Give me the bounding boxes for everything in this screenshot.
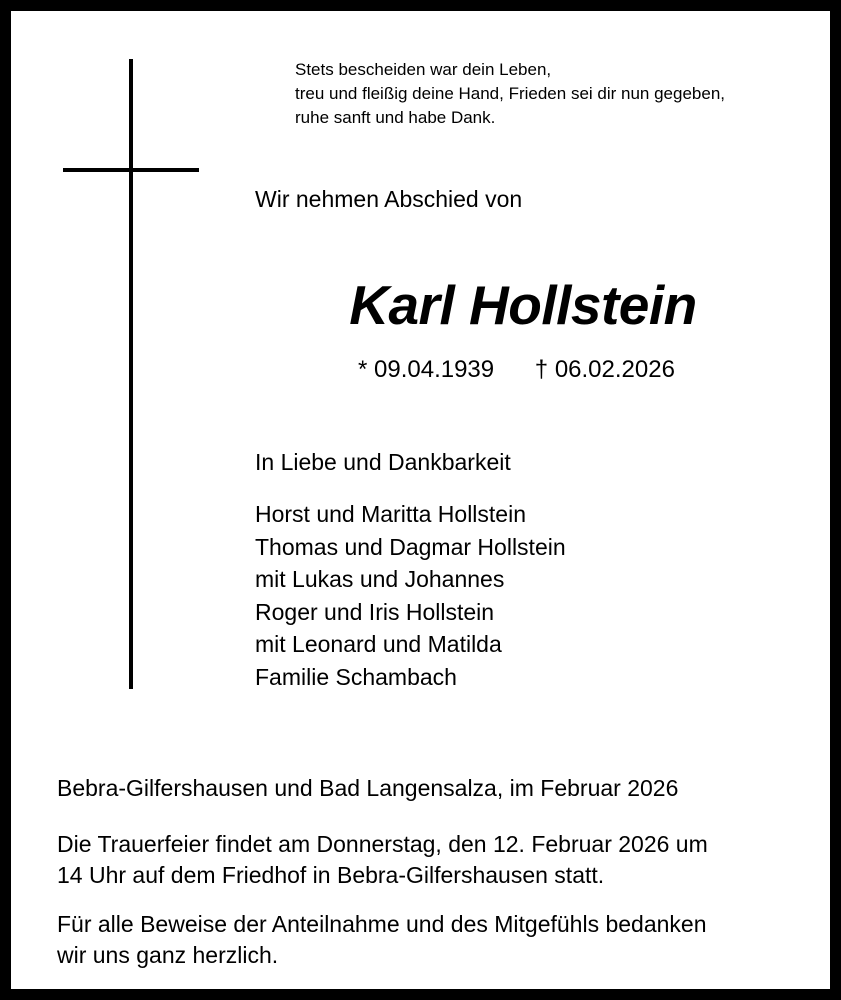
cross-icon-bar: [63, 168, 199, 172]
verse-line: ruhe sanft und habe Dank.: [295, 108, 496, 127]
list-item: Familie Schambach: [255, 663, 457, 690]
death-date: † 06.02.2026: [534, 356, 675, 383]
funeral-notice: [57, 829, 708, 891]
mourners-heading: In Liebe und Dankbarkeit: [255, 449, 511, 475]
place-date: Bebra-Gilfershausen und Bad Langensalza, im Februar 2026: [57, 775, 679, 801]
verse-line: treu und fleißig deine Hand, Frieden sei dir nun gegeben,: [295, 84, 726, 103]
verse: [295, 58, 725, 130]
mourners-list: [255, 498, 566, 693]
thanks-line: wir uns ganz herzlich.: [57, 942, 279, 968]
thanks-line: Für alle Beweise der Anteilnahme und des Mitgefühls bedanken: [57, 911, 707, 937]
funeral-line: Die Trauerfeier findet am Donnerstag, den 12. Februar 2026 um: [57, 831, 708, 857]
thanks-notice: [57, 909, 707, 971]
intro-text: Wir nehmen Abschied von: [255, 186, 523, 212]
birth-date: * 09.04.1939: [358, 356, 495, 383]
list-item: Horst und Maritta Hollstein: [255, 501, 526, 527]
life-dates: [358, 356, 675, 384]
list-item: mit Leonard und Matilda: [255, 631, 502, 657]
deceased-name: Karl Hollstein: [349, 274, 697, 336]
cross-icon: [129, 59, 133, 689]
verse-line: Stets bescheiden war dein Leben,: [295, 60, 552, 79]
list-item: mit Lukas und Johannes: [255, 566, 505, 592]
deceased-name-wrap: [11, 273, 830, 337]
funeral-line: 14 Uhr auf dem Friedhof in Bebra-Gilfershausen statt.: [57, 862, 605, 888]
list-item: Roger und Iris Hollstein: [255, 598, 495, 625]
list-item: Thomas und Dagmar Hollstein: [255, 533, 566, 560]
